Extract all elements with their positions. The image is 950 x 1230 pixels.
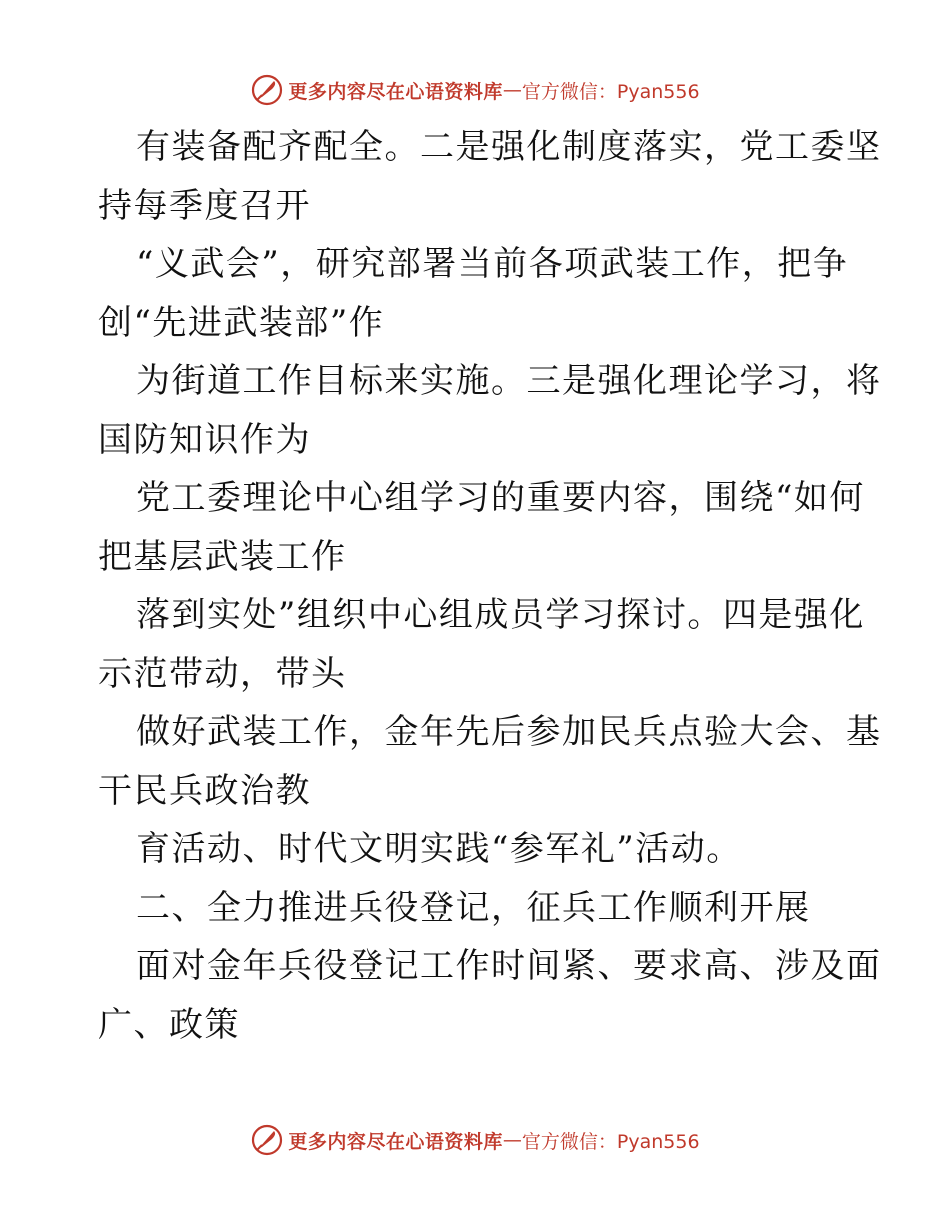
footer-watermark (0, 1120, 950, 1160)
watermark-wechat-text: 官方微信：Pyan556 (521, 80, 700, 103)
header-watermark (0, 70, 950, 110)
body-line: 做好武装工作，金年先后参加民兵点验大会、基 (136, 712, 882, 752)
body-line: 把基层武装工作 (98, 536, 347, 577)
body-line: 党工委理论中心组学习的重要内容，围绕“如何 (136, 478, 865, 518)
watermark-site-text: 更多内容尽在心语资料库 (288, 80, 503, 103)
watermark-separator: — (502, 79, 522, 101)
body-line: “义武会”，研究部署当前各项武装工作，把争 (136, 244, 849, 284)
body-line: 国防知识作为 (98, 419, 311, 460)
body-line: 落到实处”组织中心组成员学习探讨。四是强化 (136, 595, 865, 635)
body-line: 干民兵政治教 (98, 770, 311, 811)
body-line: 面对金年兵役登记工作时间紧、要求高、涉及面 (136, 946, 882, 986)
watermark-site-text: 更多内容尽在心语资料库 (288, 1130, 503, 1153)
body-line: 持每季度召开 (98, 185, 311, 226)
feather-pen-logo-icon (250, 73, 284, 107)
body-line: 创“先进武装部”作 (98, 302, 385, 343)
body-line: 广、政策 (98, 1004, 240, 1045)
body-line: 为街道工作目标来实施。三是强化理论学习，将 (136, 361, 882, 401)
feather-pen-logo-icon (250, 1123, 284, 1157)
body-line: 有装备配齐配全。二是强化制度落实，党工委坚 (136, 127, 882, 167)
body-line: 育活动、时代文明实践“参军礼”活动。 (136, 829, 742, 869)
watermark-wechat-text: 官方微信：Pyan556 (521, 1130, 700, 1153)
watermark-separator: — (502, 1129, 522, 1151)
body-line: 示范带动，带头 (98, 653, 347, 694)
document-body (98, 118, 882, 1054)
section-heading: 二、全力推进兵役登记，征兵工作顺利开展 (136, 887, 811, 928)
